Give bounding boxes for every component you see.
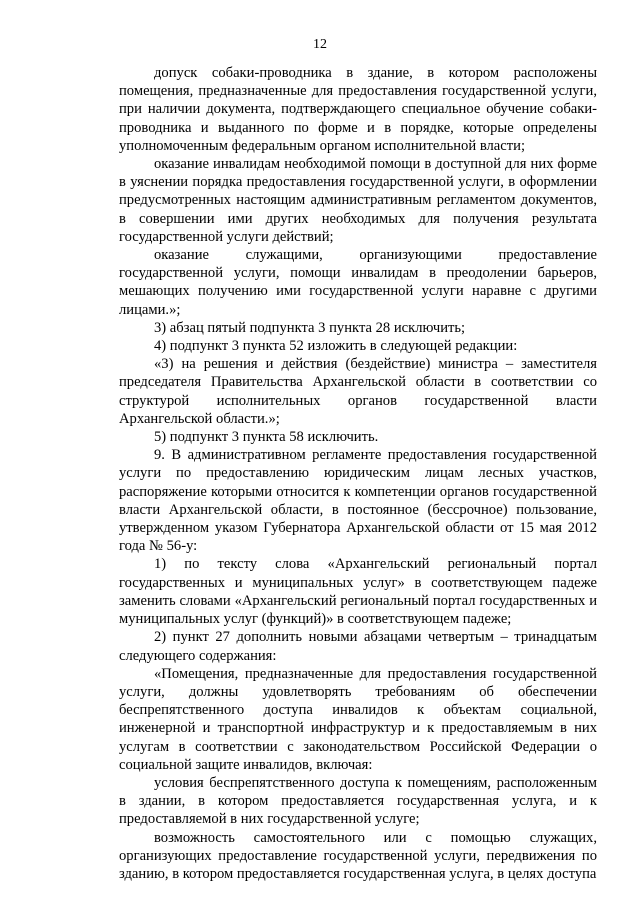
paragraph-item-5: 5) подпункт 3 пункта 58 исключить. — [154, 429, 379, 446]
paragraph-item-3: 3) абзац пятый подпункта 3 пункта 28 исключить; — [154, 319, 466, 336]
paragraph-barrier-help: оказание служащими, организующими предоставление государственной услуги, помощи инвалидам в преодолении барьеров, мешающих получению ими государственной услуги наравне с другими лицами.»; — [119, 247, 597, 318]
paragraph-section-9-item-2: 2) пункт 27 дополнить новыми абзацами четвертым – тринадцатым следующего содержания: — [119, 629, 597, 664]
page-number: 12 — [313, 37, 327, 52]
paragraph-movement-possibility: возможность самостоятельного или с помощью служащих, организующих предоставление государственной услуги, передвижения по зданию, в котором предоставляется государственная услуга, в целях доступа — [119, 829, 597, 882]
paragraph-item-4: 4) подпункт 3 пункта 52 изложить в следующей редакции: — [154, 338, 518, 355]
paragraph-guide-dog: допуск собаки-проводника в здание, в котором расположены помещения, предназначенные для предоставления государственной услуги, при наличии документа, подтверждающего специальное обучение собаки-проводника и выданного по форме и в порядке, которые определены уполномоченным федеральным органом исполнительной власти; — [119, 65, 597, 154]
paragraph-assistance-form: оказание инвалидам необходимой помощи в доступной для них форме в уяснении порядка предоставления государственной услуги, в оформлении предусмотренных настоящим административным регламентом документов, в совершении ими других необходимых для получения результата государственной услуги действий; — [119, 156, 597, 245]
paragraph-section-9-item-1: 1) по тексту слова «Архангельский региональный портал государственных и муниципальных услуг» в соответствующем падеже заменить словами «Архангельский региональный портал государственных и муниципальных услуг (функций)» в соответствующем падеже; — [119, 556, 597, 628]
paragraph-premises-requirements: «Помещения, предназначенные для предоставления государственной услуги, должны удовлетворять требованиям об обеспечении беспрепятственного доступа инвалидов к объектам социальной, инженерной и транспортной инфраструктур и к предоставляемым в них услугам в соответствии с законодательством Российской Федерации о социальной защите инвалидов, включая: — [119, 665, 597, 773]
paragraph-access-conditions: условия беспрепятственного доступа к помещениям, расположенным в здании, в котором предоставляется государственная услуга, и к предоставляемой в них государственной услуге; — [119, 774, 597, 828]
document-body — [119, 64, 597, 883]
paragraph-quoted-item-3: «3) на решения и действия (бездействие) министра – заместителя председателя Правительства Архангельской области в соответствии со структурой исполнительных органов государственной власти Архангельской области.»; — [119, 356, 597, 427]
paragraph-section-9: 9. В административном регламенте предоставления государственной услуги по предоставлению юридическим лицам лесных участков, распоряжение которыми относится к компетенции органов государственной власти Архангельской области, в постоянное (бессрочное) пользование, утвержденном указом Губернатора Архангельской области от 15 мая 2012 года № 56-у: — [119, 447, 597, 555]
